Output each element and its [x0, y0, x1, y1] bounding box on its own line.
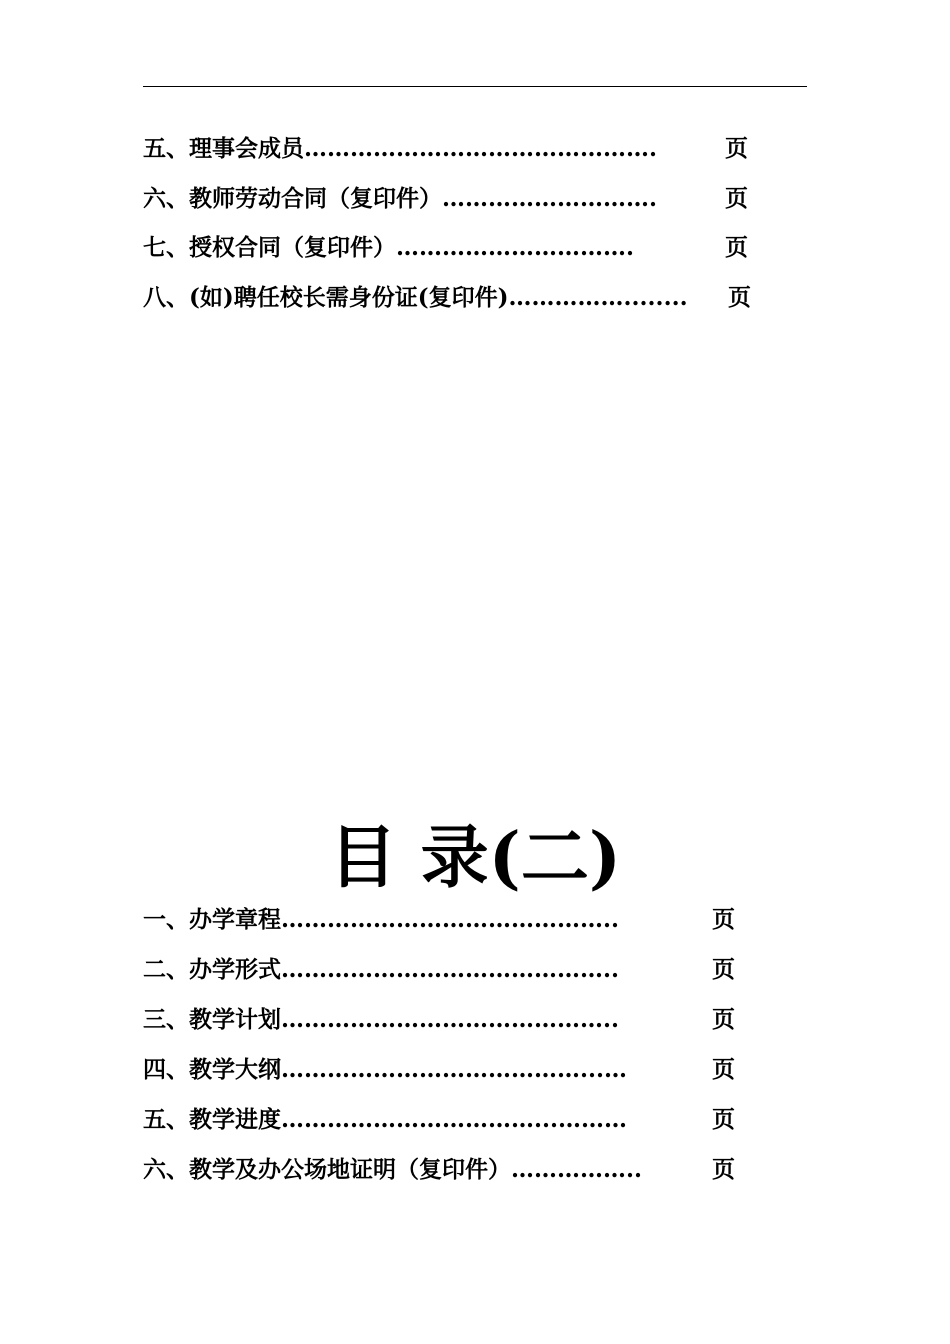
toc-entry [143, 283, 751, 313]
toc-entry-page: 页 [728, 284, 751, 311]
toc-entry-text: 五、教学进度……………………………...……… [143, 1106, 628, 1133]
toc-entry-text: 二、办学形式…………………………………….. [143, 956, 620, 983]
toc-entry-text: 四、教学大纲…………………………………...… [143, 1056, 628, 1083]
toc-entry [143, 233, 748, 263]
toc-entry-page: 页 [725, 135, 748, 162]
header-rule [143, 86, 807, 87]
toc-entry-page: 页 [712, 906, 735, 933]
toc-entry-text: 一、办学章程…………………………………….. [143, 906, 620, 933]
toc-entry-page: 页 [725, 234, 748, 261]
toc-entry [143, 1055, 735, 1085]
toc-entry-page: 页 [725, 185, 748, 212]
toc-entry-page: 页 [712, 1106, 735, 1133]
toc-entry-page: 页 [712, 1156, 735, 1183]
toc-entry [143, 134, 748, 164]
toc-title: 目 录(二) [328, 818, 622, 898]
toc-entry-page: 页 [712, 956, 735, 983]
toc-entry-text: 八、(如)聘任校长需身份证(复印件)……………........ [143, 284, 688, 311]
toc-entry [143, 955, 735, 985]
toc-entry [143, 905, 735, 935]
toc-entry [143, 184, 748, 214]
toc-entry [143, 1005, 735, 1035]
toc-entry-text: 六、教师劳动合同（复印件）………………………. [143, 185, 658, 212]
toc-entry-page: 页 [712, 1056, 735, 1083]
toc-entry-text: 六、教学及办公场地证明（复印件）…………….. [143, 1156, 643, 1183]
toc-entry-text: 三、教学计划…………………………………….. [143, 1006, 620, 1033]
toc-entry [143, 1105, 735, 1135]
toc-entry [143, 1155, 735, 1185]
toc-entry-page: 页 [712, 1006, 735, 1033]
toc-entry-text: 七、授权合同（复印件）…………………………. [143, 234, 635, 261]
toc-entry-text: 五、理事会成员………………………………………. [143, 135, 658, 162]
